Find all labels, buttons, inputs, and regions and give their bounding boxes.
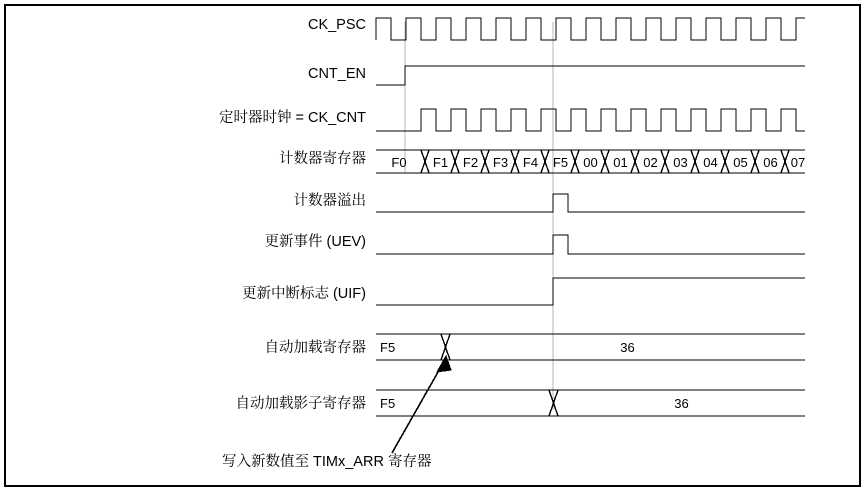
counter-cell-3: F3 — [492, 155, 509, 170]
counter-cell-2: F2 — [462, 155, 479, 170]
auto-reload-shadow-value-after: 36 — [674, 396, 689, 411]
annotation-write-arr: 写入新数值至 TIMx_ARR 寄存器 — [222, 454, 432, 470]
counter-cell-7: 01 — [613, 155, 628, 170]
counter-cell-11: 05 — [733, 155, 748, 170]
row-label-ck-cnt: 定时器时钟 = CK_CNT — [218, 110, 366, 126]
row-label-counter-overflow: 计数器溢出 — [293, 193, 366, 209]
counter-cell-1: F1 — [432, 155, 449, 170]
counter-cell-10: 04 — [703, 155, 718, 170]
row-label-counter-register: 计数器寄存器 — [279, 151, 366, 167]
diagram-border — [4, 4, 861, 487]
row-label-update-event: 更新事件 (UEV) — [264, 234, 366, 250]
auto-reload-shadow-value-before: F5 — [380, 396, 396, 411]
counter-cell-6: 00 — [583, 155, 598, 170]
counter-cell-9: 03 — [673, 155, 688, 170]
auto-reload-value-before: F5 — [380, 340, 396, 355]
row-label-cnt-en: CNT_EN — [307, 66, 366, 82]
counter-cell-8: 02 — [643, 155, 658, 170]
auto-reload-value-after: 36 — [620, 340, 635, 355]
counter-cell-12: 06 — [763, 155, 778, 170]
row-label-update-interrupt-flag: 更新中断标志 (UIF) — [241, 286, 366, 302]
counter-cell-5: F5 — [552, 155, 569, 170]
row-label-ck-psc: CK_PSC — [307, 17, 366, 33]
counter-cell-13: 07 — [790, 155, 806, 170]
counter-cell-0: F0 — [391, 155, 407, 170]
counter-cell-4: F4 — [522, 155, 539, 170]
row-label-auto-reload-register: 自动加载寄存器 — [264, 340, 366, 356]
row-label-auto-reload-shadow-register: 自动加载影子寄存器 — [235, 396, 366, 412]
